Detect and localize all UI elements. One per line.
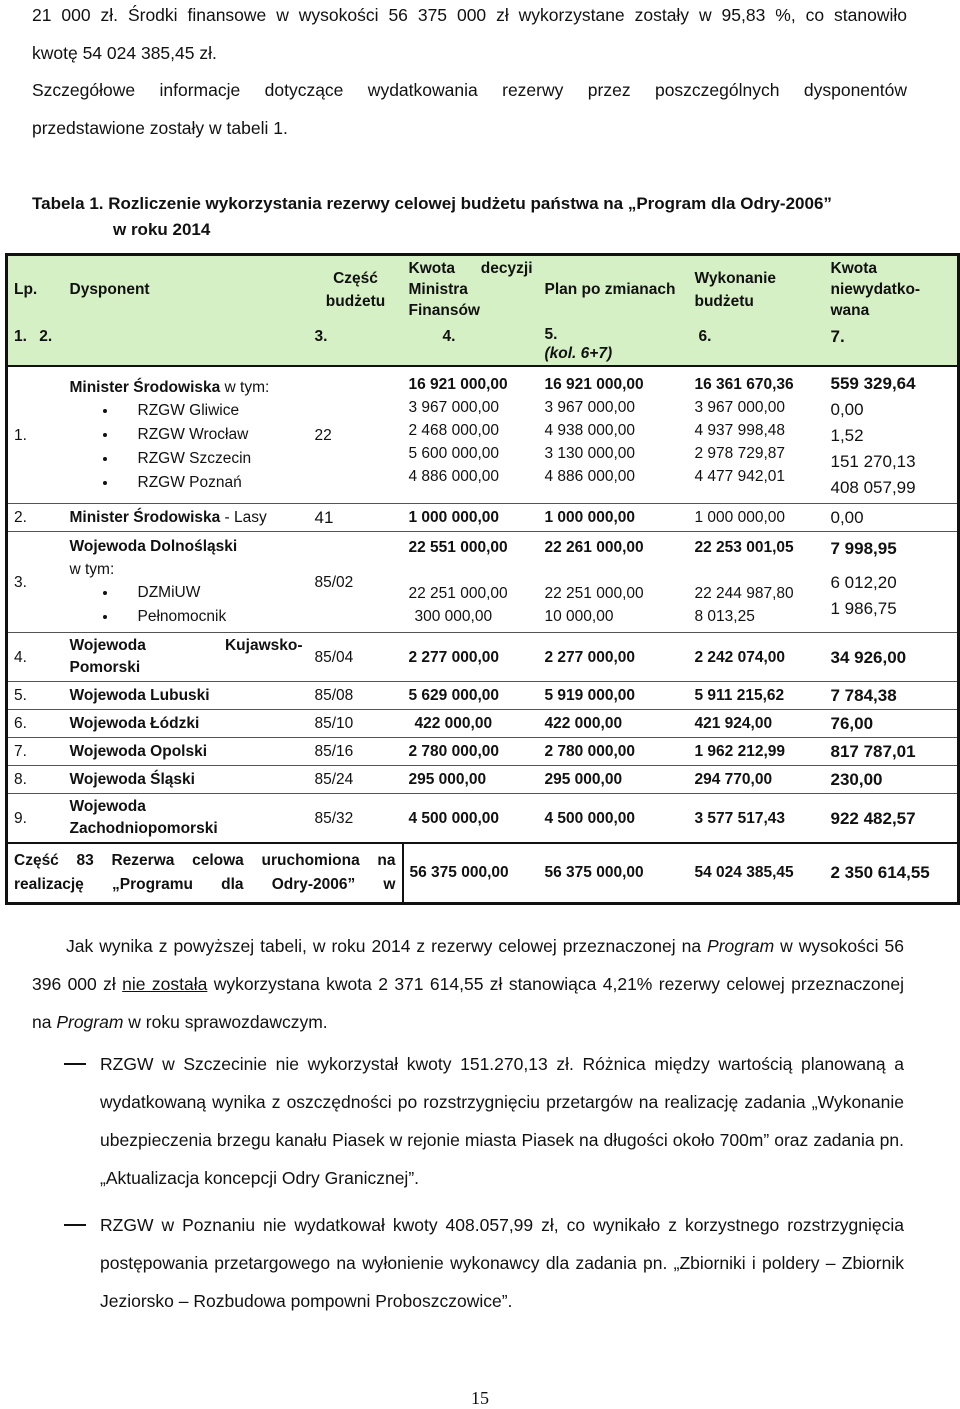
row9-plan: 4 500 000,00: [544, 809, 636, 827]
row4-niewydatkowana: 34 926,00: [830, 647, 907, 667]
table-row: [7, 366, 959, 504]
row2-wykonanie: 1 000 000,00: [694, 509, 786, 526]
header-plan: Plan po zmianach: [539, 255, 689, 324]
row7-plan: 2 780 000,00: [544, 743, 636, 760]
table-row: [7, 794, 959, 844]
total-kwota: 56 375 000,00: [409, 864, 509, 882]
row6-wykonanie: 421 924,00: [694, 715, 773, 732]
row5-plan: 5 919 000,00: [544, 687, 636, 704]
total-label: Część 83 Rezerwa celowa uruchomiona na realizację „Programu dla Odry-2006” w: [7, 843, 403, 903]
list-item: • RZGW Szczecin: [118, 447, 303, 471]
row5-wykonanie: 5 911 215,62: [694, 687, 785, 704]
row8-niewydatkowana: 230,00: [830, 770, 883, 789]
row6-kwota: 422 000,00: [414, 715, 493, 732]
row7-lp: 7.: [14, 743, 27, 760]
table-row: [7, 504, 959, 532]
row4-dysponent: Wojewoda Kujawsko- Pomorski: [69, 637, 303, 676]
row2-plan: 1 000 000,00: [544, 509, 636, 526]
row1-wykonanie: 16 361 670,36 3 967 000,00 4 937 998,48 2 978 729,87 4 477 942,01: [694, 376, 794, 485]
bullet-text-poznan: RZGW w Poznaniu nie wydatkował kwoty 408.057,99 zł, co wynikało z korzystnego rozstrzygnięcia postępowania przetargowego na wyłonienie wykonawcy dla zadania pn. „Zbiorniki i poldery – Zbiornik Jeziorsko – Rozbudowa pompowni Proboszczowice”.: [100, 1215, 904, 1311]
row4-lp: 4.: [14, 648, 27, 666]
list-item: [32, 1206, 904, 1320]
row8-wykonanie: 294 770,00: [694, 771, 773, 788]
intro-line-4: przedstawione zostały w tabeli 1.: [32, 118, 288, 138]
list-item: [32, 1045, 904, 1197]
table-row: [7, 532, 959, 633]
intro-line-1: 21 000 zł. Środki finansowe w wysokości 56 375 000 zł wykorzystane zostały w 95,83 %, co stanowiło: [32, 5, 907, 25]
list-item: • DZMiUW: [118, 581, 303, 605]
intro-line-2: kwotę 54 024 385,45 zł.: [32, 43, 217, 63]
row5-kwota: 5 629 000,00: [408, 687, 500, 704]
row8-lp: 8.: [14, 771, 27, 788]
table-row: [7, 633, 959, 682]
row3-czesc: 85/02: [314, 573, 354, 591]
colnum-7: 7.: [825, 323, 959, 366]
row1-lp: 1.: [14, 426, 27, 444]
row3-dysponent: Wojewoda Dolnośląski w tym: • DZMiUW • Pełnomocnik: [64, 532, 309, 633]
row3-wykonanie: 22 253 001,05 22 244 987,80 8 013,25: [694, 539, 794, 625]
row5-lp: 5.: [14, 687, 27, 704]
column-number-row: [7, 323, 959, 366]
row9-czesc: 85/32: [314, 809, 354, 827]
bullet-text-szczecin: RZGW w Szczecinie nie wykorzystał kwoty 151.270,13 zł. Różnica między wartością planowaną a wydatkowaną wynika z oszczędności po rozstrzygnięciu przetargów na realizację zadania „Wykonanie ubezpieczenia brzegu kanału Piasek w rejonie miasta Piasek na długości około 700m” oraz zadania pn. „Aktualizacja koncepcji Odry Granicznej”.: [100, 1054, 904, 1188]
reserve-table: [5, 253, 960, 905]
row2-niewydatkowana: 0,00: [830, 508, 864, 527]
total-niewydatkowana: 2 350 614,55: [830, 863, 930, 883]
row2-lp: 2.: [14, 509, 27, 526]
row3-kwota: 22 551 000,00 22 251 000,00 300 000,00: [408, 539, 508, 625]
table-header-row: [7, 255, 959, 324]
table-row: [7, 738, 959, 766]
row6-dysponent: Wojewoda Łódzki: [69, 715, 200, 732]
colnum-4: 4.: [403, 323, 539, 366]
row6-niewydatkowana: 76,00: [830, 714, 874, 733]
header-wykonanie: Wykonanie budżetu: [689, 255, 825, 324]
row7-wykonanie: 1 962 212,99: [694, 743, 786, 760]
colnum-spacer: [64, 323, 309, 366]
table-caption-line-2: w roku 2014: [113, 220, 211, 239]
row4-czesc: 85/04: [314, 648, 354, 666]
row2-kwota: 1 000 000,00: [408, 509, 500, 526]
list-item: • RZGW Gliwice: [118, 399, 303, 423]
row5-czesc: 85/08: [314, 687, 354, 704]
row8-plan: 295 000,00: [544, 771, 623, 788]
row1-kwota: 16 921 000,00 3 967 000,00 2 468 000,00 5 600 000,00 4 886 000,00: [408, 376, 508, 485]
header-czesc: Część budżetu: [309, 255, 403, 324]
table-row: [7, 682, 959, 710]
intro-line-3: Szczegółowe informacje dotyczące wydatkowania rezerwy przez poszczególnych dysponentów: [32, 80, 907, 100]
colnum-6: 6.: [689, 323, 825, 366]
row8-kwota: 295 000,00: [408, 771, 487, 788]
row5-dysponent: Wojewoda Lubuski: [69, 687, 210, 704]
row4-wykonanie: 2 242 074,00: [694, 648, 786, 666]
row9-kwota: 4 500 000,00: [408, 809, 500, 827]
row3-lp: 3.: [14, 573, 27, 591]
table-row: [7, 766, 959, 794]
list-item: • RZGW Poznań: [118, 471, 303, 495]
table-caption: Tabela 1. Rozliczenie wykorzystania rezerwy celowej budżetu państwa na „Program dla Odry-2006”: [32, 194, 832, 213]
row3-niewydatkowana: 7 998,95 6 012,20 1 986,75: [830, 539, 897, 618]
row1-niewydatkowana: 559 329,64 0,00 1,52 151 270,13 408 057,99: [830, 374, 916, 497]
row1-plan: 16 921 000,00 3 967 000,00 4 938 000,00 3 130 000,00 4 886 000,00: [544, 376, 644, 485]
list-item: • RZGW Wrocław: [118, 423, 303, 447]
row6-lp: 6.: [14, 715, 27, 732]
header-niewydatkowana: Kwota niewydatko-wana: [825, 255, 959, 324]
row8-dysponent: Wojewoda Śląski: [69, 771, 195, 788]
row9-lp: 9.: [14, 809, 27, 827]
list-item: • Pełnomocnik: [118, 605, 303, 629]
row5-niewydatkowana: 7 784,38: [830, 686, 897, 705]
page-number: 15: [471, 1388, 489, 1408]
row9-wykonanie: 3 577 517,43: [694, 809, 786, 827]
row7-niewydatkowana: 817 787,01: [830, 742, 916, 761]
dash-bullet-icon: [64, 1224, 86, 1226]
row1-dysponent: Minister Środowiska w tym: • RZGW Gliwice • RZGW Wrocław • RZGW Szczecin • RZGW Poznań: [64, 366, 309, 504]
colnum-5: 5. (kol. 6+7): [539, 323, 689, 366]
row1-czesc: 22: [314, 426, 332, 444]
total-plan: 56 375 000,00: [544, 864, 644, 882]
row6-czesc: 85/10: [314, 715, 354, 732]
row3-plan: 22 261 000,00 22 251 000,00 10 000,00: [544, 539, 644, 625]
colnum-3: 3.: [309, 323, 403, 366]
row4-plan: 2 277 000,00: [544, 648, 636, 666]
row2-dysponent: Minister Środowiska - Lasy: [69, 509, 267, 526]
row6-plan: 422 000,00: [544, 715, 623, 732]
row7-dysponent: Wojewoda Opolski: [69, 743, 208, 760]
header-dysponent: Dysponent: [64, 255, 309, 324]
header-lp: Lp.: [7, 255, 64, 324]
dash-bullet-icon: [64, 1063, 86, 1065]
header-kwota: Kwota decyzji Ministra Finansów: [403, 255, 539, 324]
row8-czesc: 85/24: [314, 771, 354, 788]
row2-czesc: 41: [314, 508, 334, 527]
row4-kwota: 2 277 000,00: [408, 648, 500, 666]
summary-paragraph: Jak wynika z powyższej tabeli, w roku 2014 z rezerwy celowej przeznaczonej na Program w wysokości 56 396 000 zł nie została wykorzystana kwota 2 371 614,55 zł stanowiąca 4,21% rezerwy celowej przeznaczonej na Program w roku sprawozdawczym.: [32, 936, 904, 1032]
total-wykonanie: 54 024 385,45: [694, 864, 794, 882]
table-total-row: [7, 843, 959, 903]
table-row: [7, 710, 959, 738]
row9-dysponent: Wojewoda Zachodniopomorski: [69, 798, 218, 837]
row7-kwota: 2 780 000,00: [408, 743, 500, 760]
row7-czesc: 85/16: [314, 743, 354, 760]
colnum-1: 1. 2.: [7, 323, 64, 366]
row9-niewydatkowana: 922 482,57: [830, 808, 916, 828]
